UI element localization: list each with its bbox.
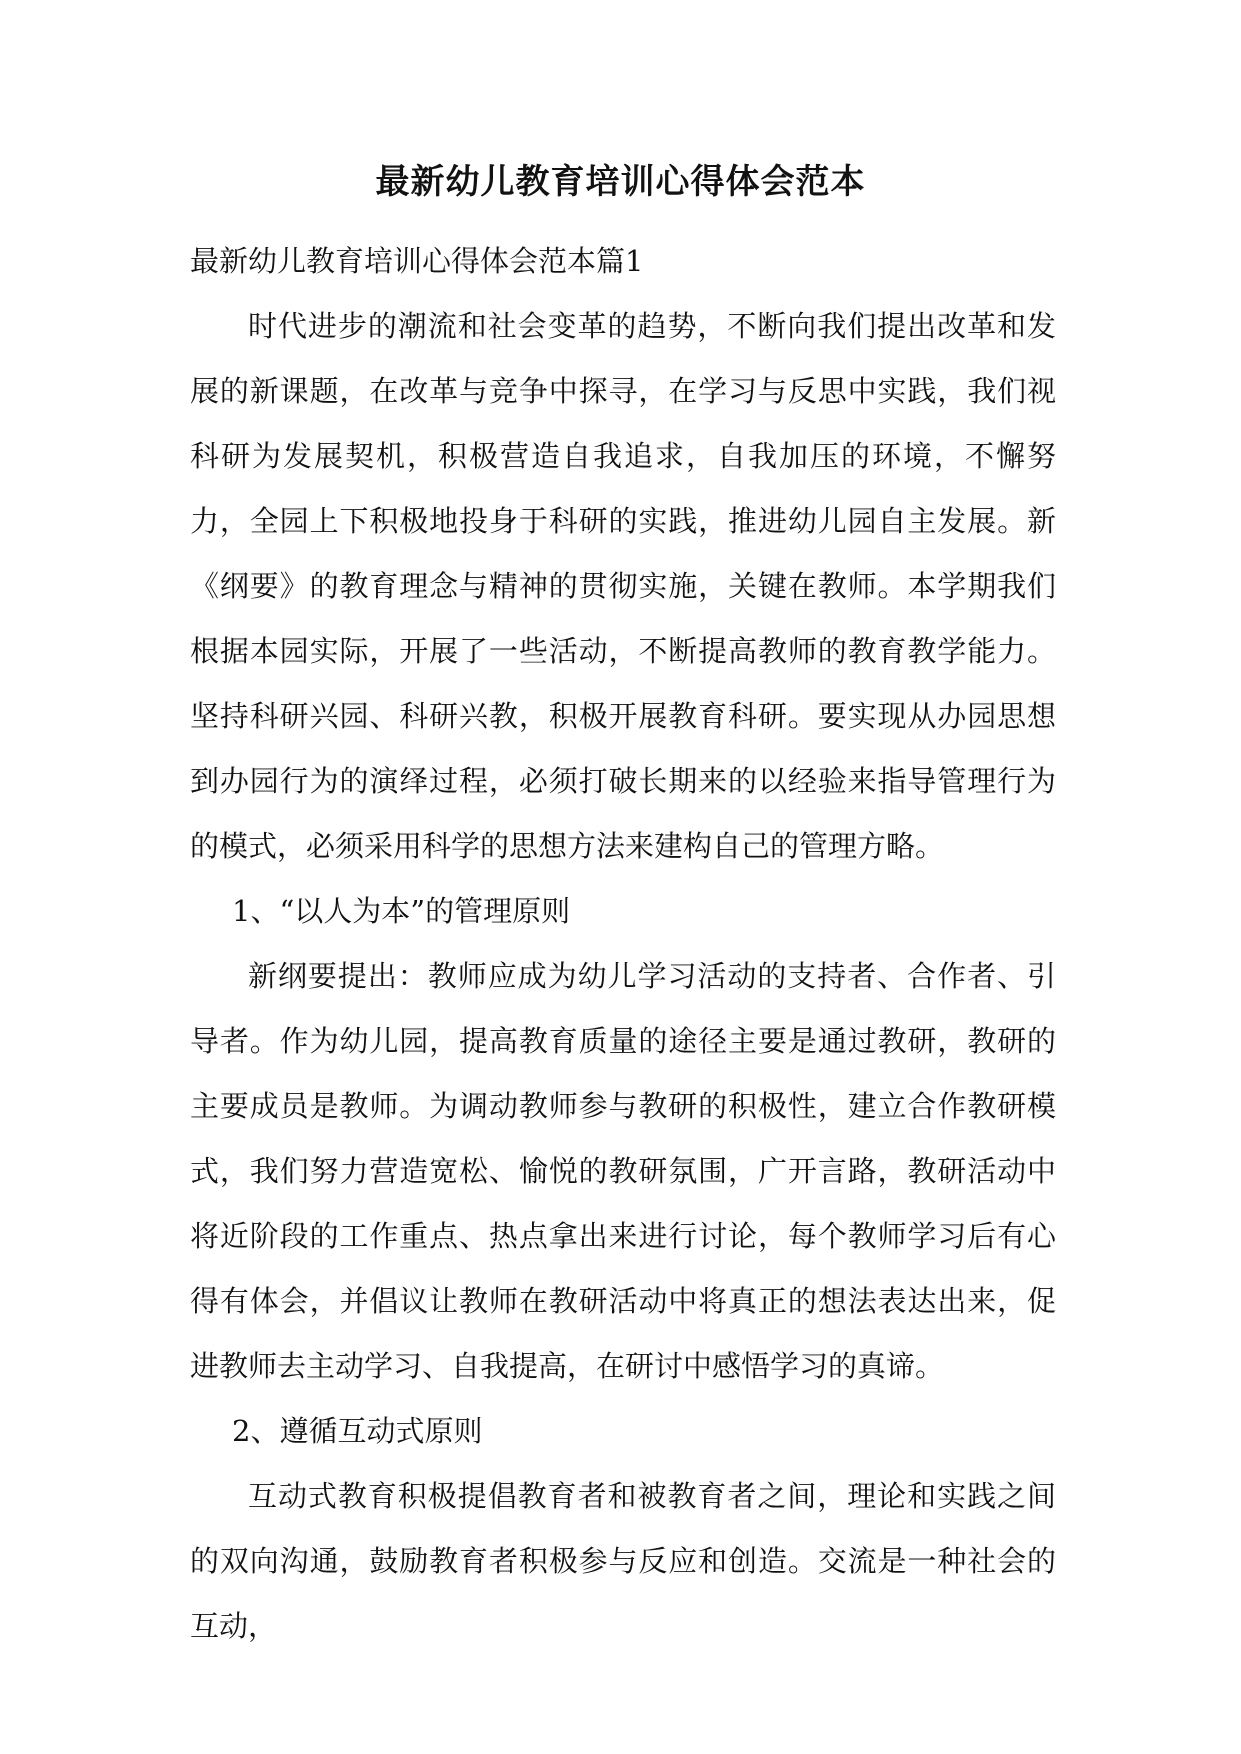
heading-principle-2: 2、遵循互动式原则	[232, 1414, 483, 1448]
document-title: 最新幼儿教育培训心得体会范本	[375, 162, 866, 202]
paragraph-intro: 时代进步的潮流和社会变革的趋势，不断向我们提出改革和发展的新课题，在改革与竞争中探寻，在学习与反思中实践，我们视科研为发展契机，积极营造自我追求，自我加压的环境，不懈努力，全园上下积极地投身于科研的实践，推进幼儿园自主发展。新《纲要》的教育理念与精神的贯彻实施，关键在教师。本学期我们根据本园实际，开展了一些活动，不断提高教师的教育教学能力。 坚持科研兴园、科研兴教，积极开展教育科研。要实现从办园思想到办园行为的演绎过程，必须打破长期来的以经验来指导管理行为的模式，必须采用科学的思想方法来建构自己的管理方略。	[190, 309, 1056, 863]
paragraph-principle-1: 新纲要提出：教师应成为幼儿学习活动的支持者、合作者、引导者。作为幼儿园，提高教育质量的途径主要是通过教研，教研的主要成员是教师。为调动教师参与教研的积极性，建立合作教研模式，我们努力营造宽松、愉悦的教研氛围，广开言路，教研活动中将近阶段的工作重点、热点拿出来进行讨论，每个教师学习后有心得有体会，并倡议让教师在教研活动中将真正的想法表达出来，促进教师去主动学习、自我提高，在研讨中感悟学习的真谛。	[190, 959, 1056, 1383]
document-body	[190, 229, 1056, 1659]
paragraph-principle-2: 互动式教育积极提倡教育者和被教育者之间，理论和实践之间的双向沟通，鼓励教育者积极参与反应和创造。交流是一种社会的互动，	[190, 1479, 1056, 1643]
section-subtitle: 最新幼儿教育培训心得体会范本篇1	[190, 244, 644, 278]
heading-principle-1: 1、“以人为本”的管理原则	[232, 894, 571, 928]
